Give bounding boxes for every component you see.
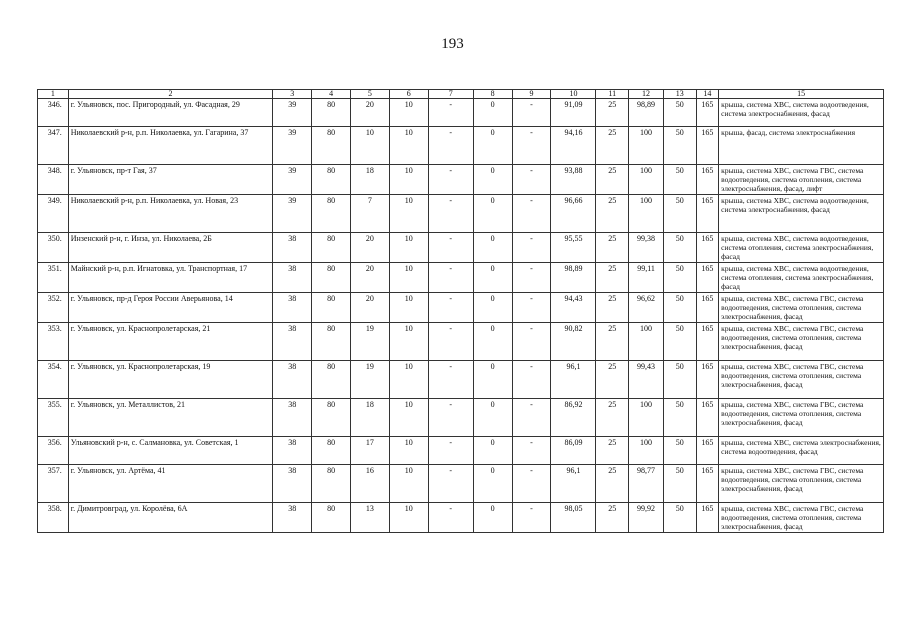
table-row bbox=[38, 503, 884, 533]
value-cell: - bbox=[428, 195, 473, 233]
value-cell: - bbox=[512, 399, 551, 437]
column-header: 12 bbox=[629, 90, 664, 99]
value-cell: 86,92 bbox=[551, 399, 596, 437]
value-cell: - bbox=[428, 99, 473, 127]
value-cell: 10 bbox=[389, 127, 428, 165]
value-cell: 165 bbox=[696, 465, 719, 503]
table-row bbox=[38, 361, 884, 399]
value-cell: - bbox=[512, 165, 551, 195]
data-table bbox=[37, 89, 884, 533]
value-cell: 38 bbox=[273, 437, 312, 465]
value-cell: 165 bbox=[696, 263, 719, 293]
value-cell: 165 bbox=[696, 195, 719, 233]
address-cell: Николаевский р-н, р.п. Николаевка, ул. Новая, 23 bbox=[68, 195, 273, 233]
works-cell: крыша, система ХВС, система водоотведения, система электроснабжения, фасад bbox=[719, 195, 884, 233]
column-header: 11 bbox=[596, 90, 629, 99]
row-number-cell: 350. bbox=[38, 233, 69, 263]
value-cell: - bbox=[428, 503, 473, 533]
value-cell: 25 bbox=[596, 99, 629, 127]
value-cell: 25 bbox=[596, 465, 629, 503]
value-cell: 25 bbox=[596, 165, 629, 195]
value-cell: - bbox=[512, 503, 551, 533]
works-cell: крыша, система ХВС, система водоотведения, система электроснабжения, фасад bbox=[719, 99, 884, 127]
works-cell: крыша, система ХВС, система ГВС, система водоотведения, система отопления, система электроснабжения, фасад bbox=[719, 465, 884, 503]
column-header: 4 bbox=[312, 90, 351, 99]
value-cell: 25 bbox=[596, 503, 629, 533]
value-cell: 19 bbox=[351, 361, 390, 399]
row-number-cell: 356. bbox=[38, 437, 69, 465]
value-cell: 50 bbox=[663, 323, 696, 361]
value-cell: 10 bbox=[389, 195, 428, 233]
value-cell: 38 bbox=[273, 361, 312, 399]
value-cell: 0 bbox=[473, 293, 512, 323]
address-cell: г. Ульяновск, пос. Пригородный, ул. Фасадная, 29 bbox=[68, 99, 273, 127]
value-cell: 50 bbox=[663, 465, 696, 503]
row-number-cell: 351. bbox=[38, 263, 69, 293]
value-cell: - bbox=[428, 233, 473, 263]
column-header: 14 bbox=[696, 90, 719, 99]
value-cell: 98,77 bbox=[629, 465, 664, 503]
value-cell: - bbox=[512, 127, 551, 165]
value-cell: 38 bbox=[273, 503, 312, 533]
value-cell: 10 bbox=[389, 99, 428, 127]
value-cell: 80 bbox=[312, 127, 351, 165]
column-header: 1 bbox=[38, 90, 69, 99]
value-cell: - bbox=[428, 361, 473, 399]
row-number-cell: 355. bbox=[38, 399, 69, 437]
works-cell: крыша, фасад, система электроснабжения bbox=[719, 127, 884, 165]
value-cell: 100 bbox=[629, 399, 664, 437]
address-cell: Майнский р-н, р.п. Игнатовка, ул. Транспортная, 17 bbox=[68, 263, 273, 293]
value-cell: 0 bbox=[473, 99, 512, 127]
value-cell: 80 bbox=[312, 323, 351, 361]
value-cell: 98,89 bbox=[551, 263, 596, 293]
value-cell: 80 bbox=[312, 263, 351, 293]
value-cell: - bbox=[512, 263, 551, 293]
value-cell: 0 bbox=[473, 233, 512, 263]
value-cell: 165 bbox=[696, 165, 719, 195]
table-row bbox=[38, 127, 884, 165]
value-cell: 50 bbox=[663, 127, 696, 165]
value-cell: 96,1 bbox=[551, 465, 596, 503]
value-cell: 80 bbox=[312, 165, 351, 195]
column-header: 13 bbox=[663, 90, 696, 99]
table-row bbox=[38, 233, 884, 263]
table-header-row bbox=[38, 90, 884, 99]
value-cell: 0 bbox=[473, 263, 512, 293]
value-cell: 50 bbox=[663, 263, 696, 293]
address-cell: г. Димитровград, ул. Королёва, 6А bbox=[68, 503, 273, 533]
value-cell: 0 bbox=[473, 437, 512, 465]
value-cell: 165 bbox=[696, 127, 719, 165]
value-cell: 39 bbox=[273, 99, 312, 127]
value-cell: 13 bbox=[351, 503, 390, 533]
value-cell: 86,09 bbox=[551, 437, 596, 465]
value-cell: 50 bbox=[663, 99, 696, 127]
value-cell: 100 bbox=[629, 127, 664, 165]
value-cell: 17 bbox=[351, 437, 390, 465]
value-cell: - bbox=[512, 437, 551, 465]
value-cell: 10 bbox=[389, 503, 428, 533]
value-cell: - bbox=[428, 323, 473, 361]
value-cell: 100 bbox=[629, 437, 664, 465]
value-cell: 99,38 bbox=[629, 233, 664, 263]
value-cell: 50 bbox=[663, 437, 696, 465]
value-cell: 80 bbox=[312, 99, 351, 127]
value-cell: 94,43 bbox=[551, 293, 596, 323]
works-cell: крыша, система ХВС, система электроснабжения, система водоотведения, фасад bbox=[719, 437, 884, 465]
value-cell: 39 bbox=[273, 127, 312, 165]
value-cell: 0 bbox=[473, 465, 512, 503]
value-cell: 80 bbox=[312, 361, 351, 399]
value-cell: 0 bbox=[473, 195, 512, 233]
value-cell: 165 bbox=[696, 233, 719, 263]
value-cell: 80 bbox=[312, 233, 351, 263]
value-cell: 10 bbox=[389, 437, 428, 465]
value-cell: 25 bbox=[596, 437, 629, 465]
value-cell: 10 bbox=[389, 323, 428, 361]
value-cell: 165 bbox=[696, 361, 719, 399]
value-cell: 50 bbox=[663, 399, 696, 437]
row-number-cell: 346. bbox=[38, 99, 69, 127]
value-cell: 50 bbox=[663, 195, 696, 233]
value-cell: 165 bbox=[696, 323, 719, 361]
address-cell: Инзенский р-н, г. Инза, ул. Николаева, 2Б bbox=[68, 233, 273, 263]
value-cell: 0 bbox=[473, 127, 512, 165]
value-cell: 38 bbox=[273, 399, 312, 437]
value-cell: 165 bbox=[696, 293, 719, 323]
value-cell: 98,05 bbox=[551, 503, 596, 533]
works-cell: крыша, система ХВС, система водоотведения, система отопления, система электроснабжения, фасад bbox=[719, 263, 884, 293]
works-cell: крыша, система ХВС, система ГВС, система водоотведения, система отопления, система электроснабжения, фасад, лифт bbox=[719, 165, 884, 195]
value-cell: - bbox=[428, 263, 473, 293]
column-header: 10 bbox=[551, 90, 596, 99]
value-cell: 25 bbox=[596, 263, 629, 293]
value-cell: 96,66 bbox=[551, 195, 596, 233]
works-cell: крыша, система ХВС, система ГВС, система водоотведения, система отопления, система электроснабжения, фасад bbox=[719, 399, 884, 437]
value-cell: 10 bbox=[389, 233, 428, 263]
address-cell: г. Ульяновск, ул. Краснопролетарская, 21 bbox=[68, 323, 273, 361]
value-cell: 93,88 bbox=[551, 165, 596, 195]
column-header: 5 bbox=[351, 90, 390, 99]
value-cell: 10 bbox=[389, 165, 428, 195]
table-row bbox=[38, 323, 884, 361]
value-cell: 7 bbox=[351, 195, 390, 233]
table-row bbox=[38, 293, 884, 323]
table-row bbox=[38, 465, 884, 503]
value-cell: 39 bbox=[273, 195, 312, 233]
value-cell: 96,1 bbox=[551, 361, 596, 399]
value-cell: 80 bbox=[312, 465, 351, 503]
value-cell: 25 bbox=[596, 195, 629, 233]
value-cell: 25 bbox=[596, 399, 629, 437]
value-cell: 99,92 bbox=[629, 503, 664, 533]
row-number-cell: 349. bbox=[38, 195, 69, 233]
value-cell: 10 bbox=[351, 127, 390, 165]
value-cell: - bbox=[512, 233, 551, 263]
table-row bbox=[38, 437, 884, 465]
value-cell: 50 bbox=[663, 293, 696, 323]
value-cell: - bbox=[512, 361, 551, 399]
value-cell: - bbox=[512, 293, 551, 323]
address-cell: Ульяновский р-н, с. Салмановка, ул. Советская, 1 bbox=[68, 437, 273, 465]
value-cell: 25 bbox=[596, 361, 629, 399]
value-cell: 0 bbox=[473, 361, 512, 399]
value-cell: 100 bbox=[629, 195, 664, 233]
value-cell: 91,09 bbox=[551, 99, 596, 127]
value-cell: 25 bbox=[596, 127, 629, 165]
value-cell: 38 bbox=[273, 233, 312, 263]
column-header: 9 bbox=[512, 90, 551, 99]
value-cell: 80 bbox=[312, 437, 351, 465]
value-cell: 20 bbox=[351, 233, 390, 263]
value-cell: - bbox=[512, 465, 551, 503]
value-cell: 98,89 bbox=[629, 99, 664, 127]
row-number-cell: 353. bbox=[38, 323, 69, 361]
value-cell: 0 bbox=[473, 399, 512, 437]
value-cell: 10 bbox=[389, 361, 428, 399]
value-cell: 96,62 bbox=[629, 293, 664, 323]
value-cell: 80 bbox=[312, 293, 351, 323]
works-cell: крыша, система ХВС, система ГВС, система водоотведения, система отопления, система электроснабжения, фасад bbox=[719, 323, 884, 361]
value-cell: 99,43 bbox=[629, 361, 664, 399]
value-cell: - bbox=[428, 127, 473, 165]
value-cell: 25 bbox=[596, 323, 629, 361]
value-cell: - bbox=[512, 323, 551, 361]
value-cell: 165 bbox=[696, 399, 719, 437]
value-cell: 0 bbox=[473, 323, 512, 361]
value-cell: 38 bbox=[273, 465, 312, 503]
address-cell: Николаевский р-н, р.п. Николаевка, ул. Гагарина, 37 bbox=[68, 127, 273, 165]
value-cell: 0 bbox=[473, 503, 512, 533]
row-number-cell: 347. bbox=[38, 127, 69, 165]
value-cell: 10 bbox=[389, 465, 428, 503]
value-cell: 80 bbox=[312, 195, 351, 233]
row-number-cell: 358. bbox=[38, 503, 69, 533]
value-cell: 90,82 bbox=[551, 323, 596, 361]
value-cell: - bbox=[428, 465, 473, 503]
value-cell: 10 bbox=[389, 263, 428, 293]
works-cell: крыша, система ХВС, система ГВС, система водоотведения, система отопления, система электроснабжения, фасад bbox=[719, 503, 884, 533]
value-cell: 18 bbox=[351, 165, 390, 195]
value-cell: 39 bbox=[273, 165, 312, 195]
table-row bbox=[38, 195, 884, 233]
value-cell: 20 bbox=[351, 263, 390, 293]
row-number-cell: 354. bbox=[38, 361, 69, 399]
value-cell: 19 bbox=[351, 323, 390, 361]
value-cell: 165 bbox=[696, 99, 719, 127]
value-cell: 0 bbox=[473, 165, 512, 195]
value-cell: 18 bbox=[351, 399, 390, 437]
table-body bbox=[38, 90, 884, 533]
value-cell: 94,16 bbox=[551, 127, 596, 165]
value-cell: 100 bbox=[629, 323, 664, 361]
table-row bbox=[38, 99, 884, 127]
value-cell: 165 bbox=[696, 503, 719, 533]
column-header: 6 bbox=[389, 90, 428, 99]
works-cell: крыша, система ХВС, система ГВС, система водоотведения, система отопления, система электроснабжения, фасад bbox=[719, 361, 884, 399]
address-cell: г. Ульяновск, пр-т Гая, 37 bbox=[68, 165, 273, 195]
table-row bbox=[38, 263, 884, 293]
value-cell: 165 bbox=[696, 437, 719, 465]
value-cell: 20 bbox=[351, 293, 390, 323]
value-cell: - bbox=[512, 99, 551, 127]
value-cell: 50 bbox=[663, 361, 696, 399]
column-header: 2 bbox=[68, 90, 273, 99]
column-header: 15 bbox=[719, 90, 884, 99]
value-cell: 50 bbox=[663, 233, 696, 263]
value-cell: 10 bbox=[389, 293, 428, 323]
column-header: 7 bbox=[428, 90, 473, 99]
value-cell: 38 bbox=[273, 323, 312, 361]
value-cell: - bbox=[428, 399, 473, 437]
row-number-cell: 348. bbox=[38, 165, 69, 195]
value-cell: 25 bbox=[596, 293, 629, 323]
value-cell: - bbox=[428, 293, 473, 323]
value-cell: 50 bbox=[663, 165, 696, 195]
value-cell: 10 bbox=[389, 399, 428, 437]
value-cell: 16 bbox=[351, 465, 390, 503]
address-cell: г. Ульяновск, ул. Металлистов, 21 bbox=[68, 399, 273, 437]
value-cell: 99,11 bbox=[629, 263, 664, 293]
address-cell: г. Ульяновск, ул. Краснопролетарская, 19 bbox=[68, 361, 273, 399]
value-cell: 100 bbox=[629, 165, 664, 195]
value-cell: 38 bbox=[273, 263, 312, 293]
value-cell: 50 bbox=[663, 503, 696, 533]
value-cell: - bbox=[428, 165, 473, 195]
value-cell: 25 bbox=[596, 233, 629, 263]
works-cell: крыша, система ХВС, система ГВС, система водоотведения, система отопления, система электроснабжения, фасад bbox=[719, 293, 884, 323]
value-cell: - bbox=[428, 437, 473, 465]
table-row bbox=[38, 399, 884, 437]
value-cell: 38 bbox=[273, 293, 312, 323]
value-cell: 80 bbox=[312, 503, 351, 533]
row-number-cell: 357. bbox=[38, 465, 69, 503]
value-cell: 20 bbox=[351, 99, 390, 127]
column-header: 8 bbox=[473, 90, 512, 99]
table-row bbox=[38, 165, 884, 195]
value-cell: 95,55 bbox=[551, 233, 596, 263]
column-header: 3 bbox=[273, 90, 312, 99]
value-cell: 80 bbox=[312, 399, 351, 437]
value-cell: - bbox=[512, 195, 551, 233]
row-number-cell: 352. bbox=[38, 293, 69, 323]
address-cell: г. Ульяновск, ул. Артёма, 41 bbox=[68, 465, 273, 503]
works-cell: крыша, система ХВС, система водоотведения, система отопления, система электроснабжения, фасад bbox=[719, 233, 884, 263]
page-number: 193 bbox=[441, 36, 464, 52]
address-cell: г. Ульяновск, пр-д Героя России Аверьянова, 14 bbox=[68, 293, 273, 323]
